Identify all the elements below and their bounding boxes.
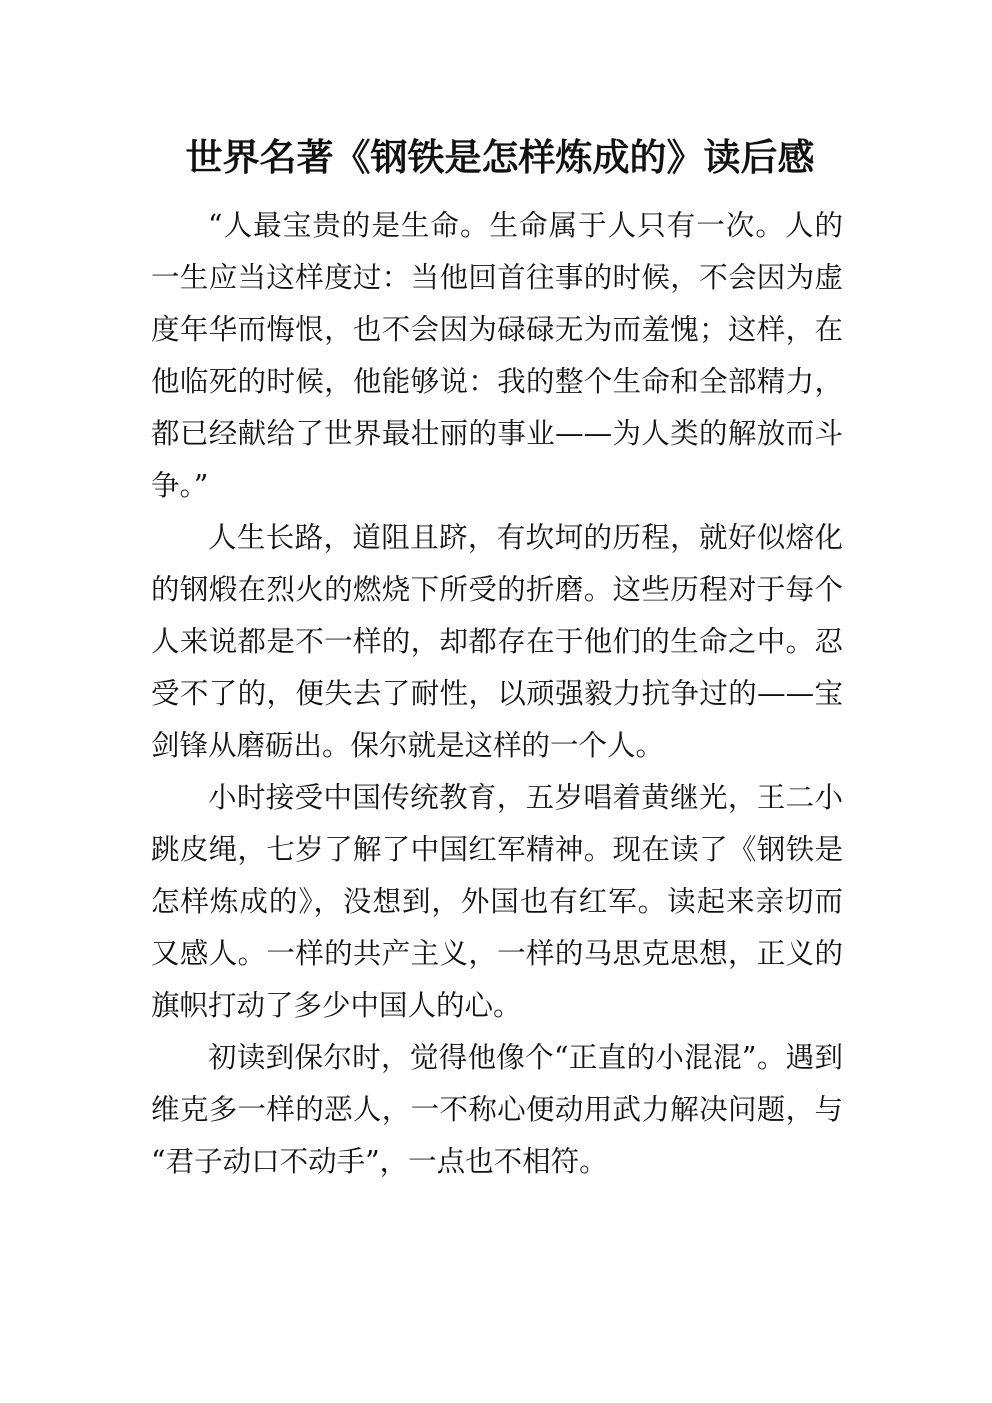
paragraph-4: 初读到保尔时，觉得他像个“正直的小混混”。遇到维克多一样的恶人，一不称心便动用武力解决问题，与“君子动口不动手”，一点也不相符。 [151,1041,843,1178]
document-body [151,200,843,1188]
paragraph-1: “人最宝贵的是生命。生命属于人只有一次。人的一生应当这样度过：当他回首往事的时候，不会因为虚度年华而悔恨，也不会因为碌碌无为而羞愧；这样，在他临死的时候，他能够说：我的整个生命和全部精力，都已经献给了世界最壮丽的事业——为人类的解放而斗争。” [151,209,843,502]
paragraph-3: 小时接受中国传统教育，五岁唱着黄继光，王二小跳皮绳，七岁了解了中国红军精神。现在读了《钢铁是怎样炼成的》，没想到，外国也有红军。读起来亲切而又感人。一样的共产主义，一样的马思克思想，正义的旗帜打动了多少中国人的心。 [151,781,843,1022]
paragraph-2: 人生长路，道阻且跻，有坎坷的历程，就好似熔化的钢煅在烈火的燃烧下所受的折磨。这些历程对于每个人来说都是不一样的，却都存在于他们的生命之中。忍受不了的，便失去了耐性，以顽强毅力抗争过的——宝剑锋从磨砺出。保尔就是这样的一个人。 [151,521,843,762]
document-title: 世界名著《钢铁是怎样炼成的》读后感 [185,136,815,179]
